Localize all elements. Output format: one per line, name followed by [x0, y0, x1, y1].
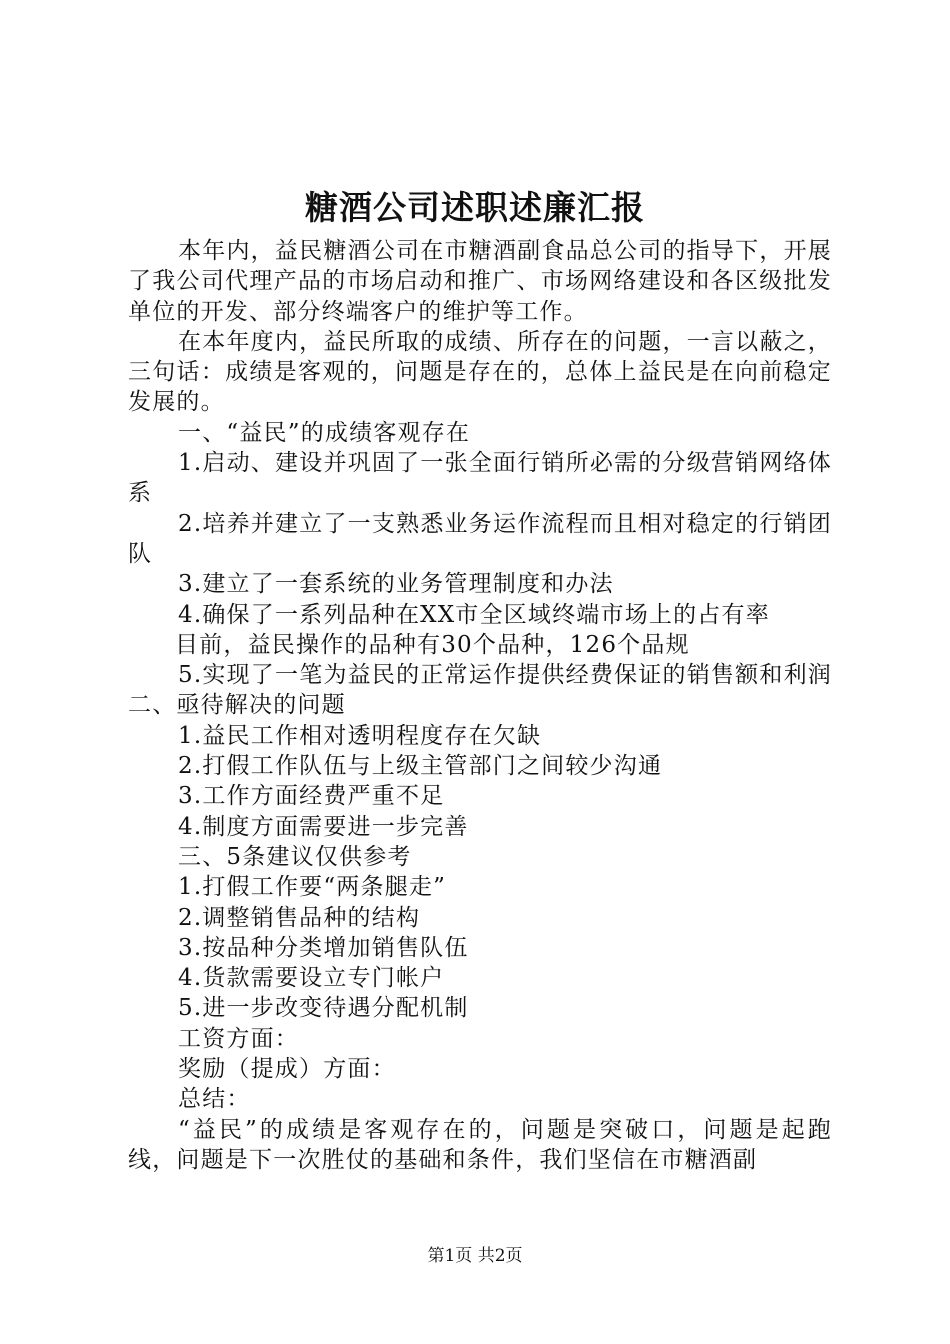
list-item: 1.打假工作要“两条腿走” [178, 874, 447, 901]
paragraph-summary: 在本年度内，益民所取的成绩、所存在的问题，一言以蔽之，三句话：成绩是客观的，问题是存在的，总体上益民是在向前稳定发展的。 [128, 328, 832, 416]
page-number-footer: 第1页 共2页 [427, 1246, 523, 1266]
document-title: 糖酒公司述职述廉汇报 [305, 188, 645, 227]
list-item: 3.按品种分类增加销售队伍 [178, 934, 469, 961]
list-item: 4.制度方面需要进一步完善 [178, 813, 469, 840]
list-item-note: 目前，益民操作的品种有30个品种，126个品规 [175, 631, 690, 658]
list-item: 2.培养并建立了一支熟悉业务运作流程而且相对稳定的行销团队 [128, 510, 832, 567]
list-item: 5.实现了一笔为益民的正常运作提供经费保证的销售额和利润二、亟待解决的问题 [128, 662, 832, 719]
list-item: 2.打假工作队伍与上级主管部门之间较少沟通 [178, 753, 663, 780]
list-item: 3.建立了一套系统的业务管理制度和办法 [178, 571, 614, 598]
list-item: 3.工作方面经费严重不足 [178, 783, 445, 810]
section-heading-suggestions: 三、5条建议仅供参考 [178, 843, 412, 870]
document-body [128, 236, 832, 1175]
list-item: 4.确保了一系列品种在XX市全区域终端市场上的占有率 [178, 601, 770, 628]
list-item: 5.进一步改变待遇分配机制 [178, 995, 469, 1022]
sub-heading-rewards: 奖励（提成）方面： [178, 1056, 396, 1083]
list-item: 4.货款需要设立专门帐户 [178, 965, 445, 992]
list-item: 2.调整销售品种的结构 [178, 904, 421, 931]
sub-heading-conclusion: 总结： [178, 1086, 251, 1113]
paragraph-conclusion: “益民”的成绩是客观存在的，问题是突破口，问题是起跑线，问题是下一次胜仗的基础和条件，我们坚信在市糖酒副 [128, 1116, 832, 1173]
paragraph-intro: 本年内，益民糖酒公司在市糖酒副食品总公司的指导下，开展了我公司代理产品的市场启动和推广、市场网络建设和各区级批发单位的开发、部分终端客户的维护等工作。 [128, 238, 832, 325]
list-item: 1.启动、建设并巩固了一张全面行销所必需的分级营销网络体系 [128, 450, 832, 507]
sub-heading-wages: 工资方面： [178, 1025, 299, 1052]
section-heading-achievements: 一、“益民”的成绩客观存在 [178, 419, 471, 446]
list-item: 1.益民工作相对透明程度存在欠缺 [178, 722, 542, 749]
